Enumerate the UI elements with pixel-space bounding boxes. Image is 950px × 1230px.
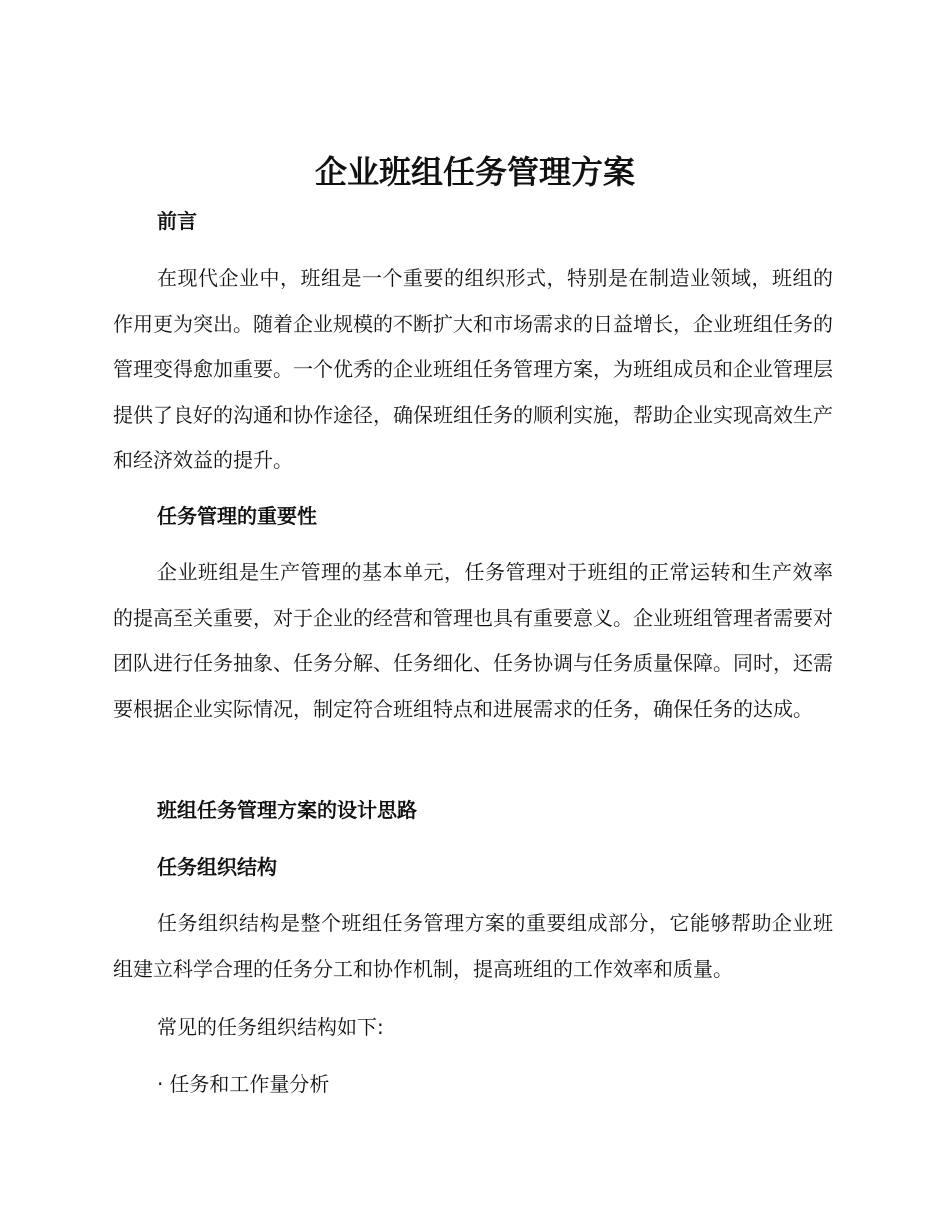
document-title: 企业班组任务管理方案 [314, 153, 635, 191]
section-heading-preface: 前言 [157, 209, 197, 233]
section-paragraph-structure: 任务组织结构是整个班组任务管理方案的重要组成部分，它能够帮助企业班组建立科学合理的任务分工和协作机制，提高班组的工作效率和质量。 [113, 911, 833, 981]
section-paragraph-preface: 在现代企业中，班组是一个重要的组织形式，特别是在制造业领域，班组的作用更为突出。随着企业规模的不断扩大和市场需求的日益增长，企业班组任务的管理变得愈加重要。一个优秀的企业班组任务管理方案，为班组成员和企业管理层提供了良好的沟通和协作途径，确保班组任务的顺利实施，帮助企业实现高效生产和经济效益的提升。 [113, 266, 833, 472]
section-paragraph-importance: 企业班组是生产管理的基本单元，任务管理对于班组的正常运转和生产效率的提高至关重要，对于企业的经营和管理也具有重要意义。企业班组管理者需要对团队进行任务抽象、任务分解、任务细化、任务协调与任务质量保障。同时，还需要根据企业实际情况，制定符合班组特点和进展需求的任务，确保任务的达成。 [113, 560, 833, 721]
section-heading-design: 班组任务管理方案的设计思路 [157, 798, 417, 822]
bullet-icon: · [157, 1072, 164, 1096]
list-item [157, 1071, 329, 1097]
section-heading-structure: 任务组织结构 [157, 855, 277, 879]
intro-line: 常见的任务组织结构如下: [157, 1015, 384, 1039]
list-item-text: 任务和工作量分析 [169, 1072, 330, 1096]
section-heading-importance: 任务管理的重要性 [157, 504, 317, 528]
